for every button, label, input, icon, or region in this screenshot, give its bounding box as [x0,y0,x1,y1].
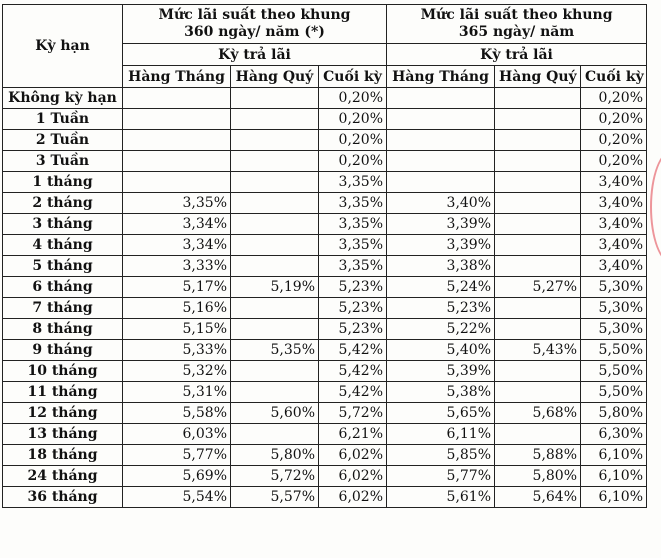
rate-cell-end-term-360: 0,20% [319,130,387,151]
rate-cell-end-term-365: 5,80% [581,403,647,424]
rate-cell-end-term-360: 3,35% [319,256,387,277]
table-row [3,403,647,424]
rate-cell-monthly-360: 5,15% [123,319,231,340]
rate-cell-end-term-365: 0,20% [581,88,647,109]
term-cell: 13 tháng [3,424,123,445]
rate-cell-end-term-360: 6,02% [319,487,387,508]
rate-cell-quarterly-360: 5,80% [231,445,319,466]
rate-cell-monthly-360 [123,109,231,130]
rate-cell-quarterly-365 [495,193,581,214]
rate-cell-quarterly-360 [231,193,319,214]
table-row [3,193,647,214]
rate-cell-monthly-365 [387,151,495,172]
rate-cell-monthly-360: 5,33% [123,340,231,361]
rate-cell-quarterly-360 [231,172,319,193]
term-cell: 5 tháng [3,256,123,277]
rate-cell-monthly-365: 5,38% [387,382,495,403]
group-header-360 [123,5,387,44]
term-cell: 1 tháng [3,172,123,193]
table-row [3,340,647,361]
red-stamp-seal [650,150,661,264]
rate-cell-monthly-360 [123,130,231,151]
term-cell: 18 tháng [3,445,123,466]
rate-cell-monthly-365: 5,85% [387,445,495,466]
rate-cell-monthly-360: 3,34% [123,214,231,235]
table-row [3,487,647,508]
col-monthly-365: Hàng Tháng [387,66,495,88]
rate-cell-end-term-360: 6,21% [319,424,387,445]
term-cell: 3 Tuần [3,151,123,172]
rate-cell-monthly-365: 5,39% [387,361,495,382]
table-row [3,130,647,151]
rate-cell-monthly-360: 5,77% [123,445,231,466]
col-quarterly-365: Hàng Quý [495,66,581,88]
rate-cell-end-term-365: 5,50% [581,340,647,361]
rate-cell-quarterly-365: 5,43% [495,340,581,361]
rate-cell-end-term-365: 6,30% [581,424,647,445]
rate-cell-monthly-365: 5,65% [387,403,495,424]
table-row [3,382,647,403]
payment-period-header-365: Kỳ trả lãi [387,44,647,66]
term-cell: 6 tháng [3,277,123,298]
rate-cell-quarterly-360: 5,57% [231,487,319,508]
term-cell: 9 tháng [3,340,123,361]
rate-cell-quarterly-365 [495,151,581,172]
table-row [3,424,647,445]
rate-cell-quarterly-365 [495,319,581,340]
rate-cell-monthly-365: 5,22% [387,319,495,340]
rate-cell-monthly-360 [123,172,231,193]
rate-cell-monthly-360 [123,151,231,172]
rate-cell-quarterly-360 [231,235,319,256]
rate-cell-quarterly-365 [495,172,581,193]
table-row [3,235,647,256]
rate-cell-quarterly-365: 5,80% [495,466,581,487]
rate-cell-end-term-365: 3,40% [581,235,647,256]
rate-cell-monthly-365: 5,77% [387,466,495,487]
table-row [3,319,647,340]
rate-cell-quarterly-365 [495,256,581,277]
rate-cell-monthly-360: 5,69% [123,466,231,487]
rate-cell-end-term-360: 0,20% [319,109,387,130]
rate-cell-quarterly-365 [495,235,581,256]
term-cell: 2 tháng [3,193,123,214]
group-365-line1: Mức lãi suất theo khung [420,7,613,23]
rate-cell-monthly-365: 5,61% [387,487,495,508]
rate-cell-end-term-365: 3,40% [581,214,647,235]
payment-period-header-360: Kỳ trả lãi [123,44,387,66]
rate-cell-quarterly-360 [231,88,319,109]
term-cell: 12 tháng [3,403,123,424]
rate-cell-monthly-360: 6,03% [123,424,231,445]
rate-cell-monthly-360: 3,34% [123,235,231,256]
col-end-term-365: Cuối kỳ [581,66,647,88]
table-row [3,214,647,235]
rate-cell-quarterly-365 [495,109,581,130]
rate-cell-monthly-365 [387,172,495,193]
rate-cell-monthly-365: 3,38% [387,256,495,277]
rate-cell-end-term-365: 3,40% [581,256,647,277]
rate-cell-monthly-360: 5,16% [123,298,231,319]
term-cell: 8 tháng [3,319,123,340]
rate-cell-quarterly-360 [231,151,319,172]
group-header-365 [387,5,647,44]
rate-cell-monthly-360: 5,32% [123,361,231,382]
rate-cell-quarterly-360 [231,382,319,403]
rate-cell-end-term-360: 5,23% [319,319,387,340]
rate-cell-end-term-365: 5,50% [581,382,647,403]
rate-cell-monthly-360: 5,58% [123,403,231,424]
rate-cell-end-term-360: 0,20% [319,88,387,109]
rate-cell-quarterly-360: 5,60% [231,403,319,424]
table-row [3,445,647,466]
rate-cell-end-term-360: 6,02% [319,445,387,466]
rate-cell-end-term-360: 3,35% [319,172,387,193]
rate-cell-end-term-365: 3,40% [581,193,647,214]
term-cell: 4 tháng [3,235,123,256]
table-row [3,277,647,298]
rate-cell-quarterly-360: 5,19% [231,277,319,298]
rate-rows [3,88,647,508]
rate-cell-end-term-365: 5,30% [581,298,647,319]
term-cell: 3 tháng [3,214,123,235]
rate-cell-monthly-365: 5,40% [387,340,495,361]
rate-cell-monthly-365 [387,109,495,130]
rate-cell-quarterly-365 [495,424,581,445]
rate-cell-quarterly-360: 5,72% [231,466,319,487]
table-row [3,172,647,193]
rate-cell-monthly-360: 3,35% [123,193,231,214]
rate-cell-quarterly-365: 5,27% [495,277,581,298]
rate-cell-end-term-360: 5,42% [319,340,387,361]
rate-cell-quarterly-360 [231,130,319,151]
rate-cell-quarterly-360: 5,35% [231,340,319,361]
rate-cell-quarterly-365 [495,130,581,151]
rate-cell-quarterly-365 [495,361,581,382]
rate-cell-monthly-365: 3,39% [387,235,495,256]
term-cell: 7 tháng [3,298,123,319]
term-cell: 2 Tuần [3,130,123,151]
term-cell: 11 tháng [3,382,123,403]
group-365-line2: 365 ngày/ năm [458,24,575,40]
rate-cell-end-term-365: 5,50% [581,361,647,382]
rate-cell-end-term-365: 0,20% [581,109,647,130]
rate-cell-end-term-360: 5,42% [319,382,387,403]
rate-cell-quarterly-365 [495,298,581,319]
term-cell: 1 Tuần [3,109,123,130]
rate-cell-monthly-365: 6,11% [387,424,495,445]
rate-cell-end-term-365: 6,10% [581,445,647,466]
rate-cell-quarterly-360 [231,424,319,445]
rate-cell-monthly-360: 5,54% [123,487,231,508]
rate-cell-quarterly-365 [495,214,581,235]
interest-rate-table [2,4,647,508]
rate-cell-end-term-365: 6,10% [581,466,647,487]
term-cell: 24 tháng [3,466,123,487]
rate-cell-quarterly-365 [495,88,581,109]
col-monthly-360: Hàng Tháng [123,66,231,88]
col-quarterly-360: Hàng Quý [231,66,319,88]
rate-cell-monthly-365 [387,88,495,109]
group-360-line1: Mức lãi suất theo khung [158,7,351,23]
rate-cell-end-term-360: 6,02% [319,466,387,487]
rate-cell-quarterly-360 [231,298,319,319]
rate-cell-monthly-365: 5,24% [387,277,495,298]
rate-cell-end-term-365: 5,30% [581,277,647,298]
table-row [3,256,647,277]
rate-cell-monthly-365: 3,40% [387,193,495,214]
rate-cell-quarterly-365: 5,88% [495,445,581,466]
term-cell: 10 tháng [3,361,123,382]
rate-cell-end-term-360: 3,35% [319,235,387,256]
rate-cell-quarterly-360 [231,361,319,382]
table-row [3,151,647,172]
rate-cell-end-term-360: 5,23% [319,298,387,319]
rate-cell-end-term-365: 3,40% [581,172,647,193]
table-row [3,88,647,109]
rate-cell-monthly-360: 5,17% [123,277,231,298]
group-360-line2: 360 ngày/ năm (*) [184,24,325,40]
rate-cell-end-term-360: 5,72% [319,403,387,424]
rate-cell-quarterly-360 [231,214,319,235]
table-row [3,109,647,130]
rate-cell-quarterly-360 [231,319,319,340]
rate-cell-quarterly-365: 5,68% [495,403,581,424]
rate-cell-monthly-360 [123,88,231,109]
term-cell: 36 tháng [3,487,123,508]
rate-cell-end-term-365: 5,30% [581,319,647,340]
table-row [3,298,647,319]
rate-cell-end-term-360: 5,23% [319,277,387,298]
rate-cell-end-term-360: 5,42% [319,361,387,382]
rate-cell-quarterly-360 [231,256,319,277]
rate-cell-end-term-360: 0,20% [319,151,387,172]
rate-cell-end-term-365: 0,20% [581,151,647,172]
rate-cell-monthly-360: 5,31% [123,382,231,403]
rate-cell-end-term-360: 3,35% [319,193,387,214]
rate-cell-monthly-365 [387,130,495,151]
rate-cell-end-term-360: 3,35% [319,214,387,235]
col-end-term-360: Cuối kỳ [319,66,387,88]
rate-cell-quarterly-365: 5,64% [495,487,581,508]
rate-cell-end-term-365: 6,10% [581,487,647,508]
table-row [3,361,647,382]
term-header: Kỳ hạn [3,5,123,88]
rate-cell-quarterly-360 [231,109,319,130]
rate-cell-monthly-365: 3,39% [387,214,495,235]
rate-cell-quarterly-365 [495,382,581,403]
term-cell: Không kỳ hạn [3,88,123,109]
rate-cell-monthly-360: 3,33% [123,256,231,277]
rate-cell-monthly-365: 5,23% [387,298,495,319]
rate-cell-end-term-365: 0,20% [581,130,647,151]
table-row [3,466,647,487]
